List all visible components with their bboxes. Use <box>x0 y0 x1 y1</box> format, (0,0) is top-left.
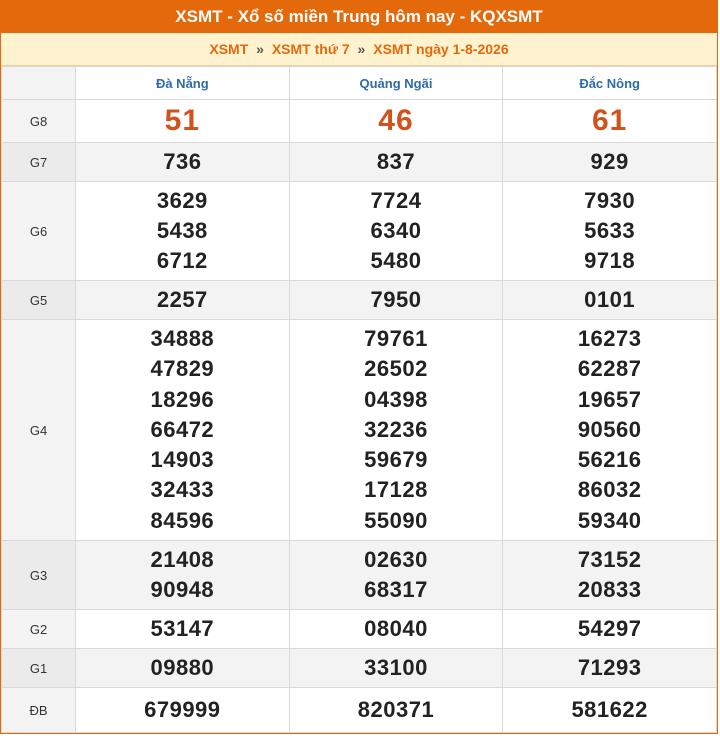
prize-number: 84596 <box>150 507 215 533</box>
prize-number: 7724 <box>370 187 422 213</box>
breadcrumb-link-date[interactable]: XSMT ngày 1-8-2026 <box>373 41 509 57</box>
prize-number: 3629 <box>156 187 208 213</box>
prize-number: 5633 <box>584 217 636 243</box>
prize-cell <box>503 182 717 281</box>
prize-row-g6 <box>2 182 717 281</box>
page-title: XSMT - Xổ số miền Trung hôm nay - KQXSMT <box>1 1 717 33</box>
prize-number: 02630 <box>364 546 428 572</box>
prize-row-special <box>2 688 717 733</box>
breadcrumb <box>1 33 717 66</box>
prize-number: 04398 <box>364 386 428 412</box>
prize-number: 61 <box>503 100 717 143</box>
prize-number: 79761 <box>364 325 428 351</box>
prize-number: 46 <box>289 100 503 143</box>
prize-number: 32433 <box>150 477 215 503</box>
prize-number: 17128 <box>364 477 428 503</box>
special-prize-number: 679999 <box>76 688 290 733</box>
prize-number: 34888 <box>150 325 215 351</box>
prize-number: 21408 <box>150 546 215 572</box>
breadcrumb-link-xsmt[interactable]: XSMT <box>209 41 249 57</box>
prize-number: 14903 <box>150 447 215 473</box>
prize-row-g3 <box>2 541 717 610</box>
header-blank-cell <box>2 67 76 100</box>
prize-number: 32236 <box>364 416 428 442</box>
prize-number: 73152 <box>577 546 642 572</box>
prize-number: 6712 <box>156 248 208 274</box>
prize-number: 837 <box>289 143 503 182</box>
prize-number: 9718 <box>584 248 636 274</box>
prize-number: 5480 <box>370 248 422 274</box>
prize-label: G7 <box>2 143 76 182</box>
prize-number: 26502 <box>364 356 428 382</box>
special-prize-number: 581622 <box>503 688 717 733</box>
prize-number: 90560 <box>577 416 642 442</box>
prize-number: 55090 <box>364 507 428 533</box>
results-table <box>1 66 717 733</box>
prize-number: 0101 <box>503 281 717 320</box>
prize-row-g4 <box>2 320 717 541</box>
prize-cell <box>76 320 290 541</box>
prize-label: G5 <box>2 281 76 320</box>
prize-label: G4 <box>2 320 76 541</box>
prize-number: 19657 <box>577 386 642 412</box>
prize-number: 62287 <box>577 356 642 382</box>
prize-number: 5438 <box>156 217 208 243</box>
prize-label: G6 <box>2 182 76 281</box>
prize-cell <box>76 182 290 281</box>
prize-number: 53147 <box>76 610 290 649</box>
prize-number: 54297 <box>503 610 717 649</box>
prize-number: 56216 <box>577 447 642 473</box>
prize-number: 33100 <box>289 649 503 688</box>
breadcrumb-separator: » <box>357 41 366 57</box>
prize-number: 90948 <box>150 577 215 602</box>
prize-number: 18296 <box>150 386 215 412</box>
prize-cell <box>503 541 717 610</box>
prize-number: 16273 <box>577 325 642 351</box>
prize-number: 7950 <box>289 281 503 320</box>
prize-label: G1 <box>2 649 76 688</box>
prize-label: G3 <box>2 541 76 610</box>
prize-cell <box>76 541 290 610</box>
prize-number: 2257 <box>76 281 290 320</box>
prize-number: 20833 <box>577 577 642 602</box>
prize-number: 736 <box>76 143 290 182</box>
prize-number: 59679 <box>364 447 428 473</box>
province-header[interactable]: Đắc Nông <box>503 67 717 100</box>
prize-number: 929 <box>503 143 717 182</box>
prize-label: ĐB <box>2 688 76 733</box>
special-prize-number: 820371 <box>289 688 503 733</box>
prize-number: 6340 <box>370 217 422 243</box>
prize-label: G2 <box>2 610 76 649</box>
prize-number: 66472 <box>150 416 215 442</box>
prize-number: 68317 <box>364 577 428 602</box>
prize-number: 7930 <box>584 187 636 213</box>
breadcrumb-separator: » <box>256 41 264 57</box>
province-header[interactable]: Đà Nẵng <box>76 67 290 100</box>
prize-number: 08040 <box>289 610 503 649</box>
prize-cell <box>503 320 717 541</box>
prize-cell <box>289 541 503 610</box>
breadcrumb-link-thu7[interactable]: XSMT thứ 7 <box>271 41 350 57</box>
province-header-row <box>2 67 717 100</box>
prize-number: 47829 <box>150 356 215 382</box>
prize-row-g2 <box>2 610 717 649</box>
prize-row-g5 <box>2 281 717 320</box>
prize-row-g7 <box>2 143 717 182</box>
prize-number: 86032 <box>577 477 642 503</box>
prize-number: 71293 <box>503 649 717 688</box>
prize-number: 59340 <box>577 507 642 533</box>
prize-row-g1 <box>2 649 717 688</box>
province-header[interactable]: Quảng Ngãi <box>289 67 503 100</box>
prize-row-g8 <box>2 100 717 143</box>
prize-cell <box>289 320 503 541</box>
prize-number: 51 <box>76 100 290 143</box>
prize-cell <box>289 182 503 281</box>
prize-number: 09880 <box>76 649 290 688</box>
prize-label: G8 <box>2 100 76 143</box>
